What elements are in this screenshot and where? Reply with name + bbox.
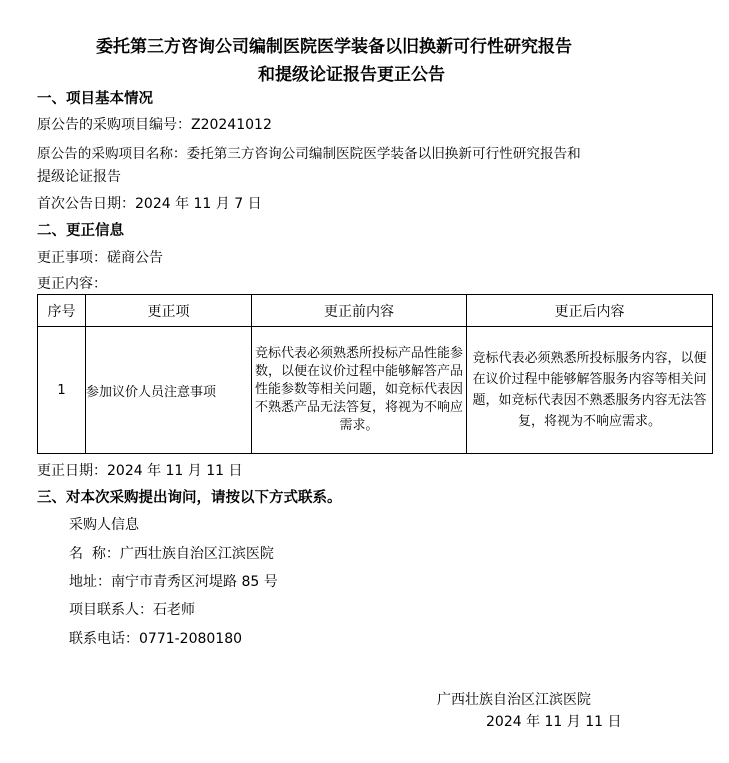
project-name-line2: 提级论证报告	[37, 169, 121, 185]
announcement-title-line1: 委托第三方咨询公司编制医院医学装备以旧换新可行性研究报告	[96, 37, 572, 57]
row-no: 1	[38, 327, 86, 454]
column-header-no: 序号	[38, 295, 86, 327]
project-name-line1: 原公告的采购项目名称：委托第三方咨询公司编制医院医学装备以旧换新可行性研究报告和	[37, 146, 581, 162]
purchaser-name: 名 称：广西壮族自治区江滨医院	[69, 546, 274, 562]
section3-heading: 三、对本次采购提出询问，请按以下方式联系。	[37, 490, 342, 506]
row-after-content: 竞标代表必须熟悉所投标服务内容，以便在议价过程中能够解答服务内容等相关问题，如竞标代表因不熟悉服务内容无法答复，将视为不响应需求。	[467, 327, 713, 454]
project-contact: 项目联系人：石老师	[69, 602, 195, 618]
table-header-row	[38, 295, 713, 327]
project-number: 原公告的采购项目编号：Z20241012	[37, 117, 272, 133]
contact-phone: 联系电话：0771-2080180	[69, 631, 243, 647]
column-header-item: 更正项	[86, 295, 252, 327]
table-row	[38, 327, 713, 454]
purchaser-info-label: 采购人信息	[69, 517, 139, 533]
correction-content-label: 更正内容：	[37, 276, 107, 292]
row-item: 参加议价人员注意事项	[86, 327, 252, 454]
row-before-content: 竞标代表必须熟悉所投标产品性能参数，以便在议价过程中能够解答产品性能参数等相关问题，如竞标代表因不熟悉产品无法答复，将视为不响应需求。	[252, 327, 467, 454]
footer-date: 2024 年 11 月 11 日	[486, 714, 622, 730]
correction-item: 更正事项：磋商公告	[37, 250, 163, 266]
purchaser-address: 地址：南宁市青秀区河堤路 85 号	[69, 574, 278, 590]
announcement-title-line2: 和提级论证报告更正公告	[258, 65, 445, 85]
footer-organization: 广西壮族自治区江滨医院	[437, 692, 591, 708]
column-header-before: 更正前内容	[252, 295, 467, 327]
column-header-after: 更正后内容	[467, 295, 713, 327]
section2-heading: 二、更正信息	[37, 223, 124, 239]
correction-table	[37, 294, 713, 454]
first-announcement-date: 首次公告日期：2024 年 11 月 7 日	[37, 196, 262, 212]
correction-date: 更正日期：2024 年 11 月 11 日	[37, 463, 243, 479]
section1-heading: 一、项目基本情况	[37, 91, 153, 107]
